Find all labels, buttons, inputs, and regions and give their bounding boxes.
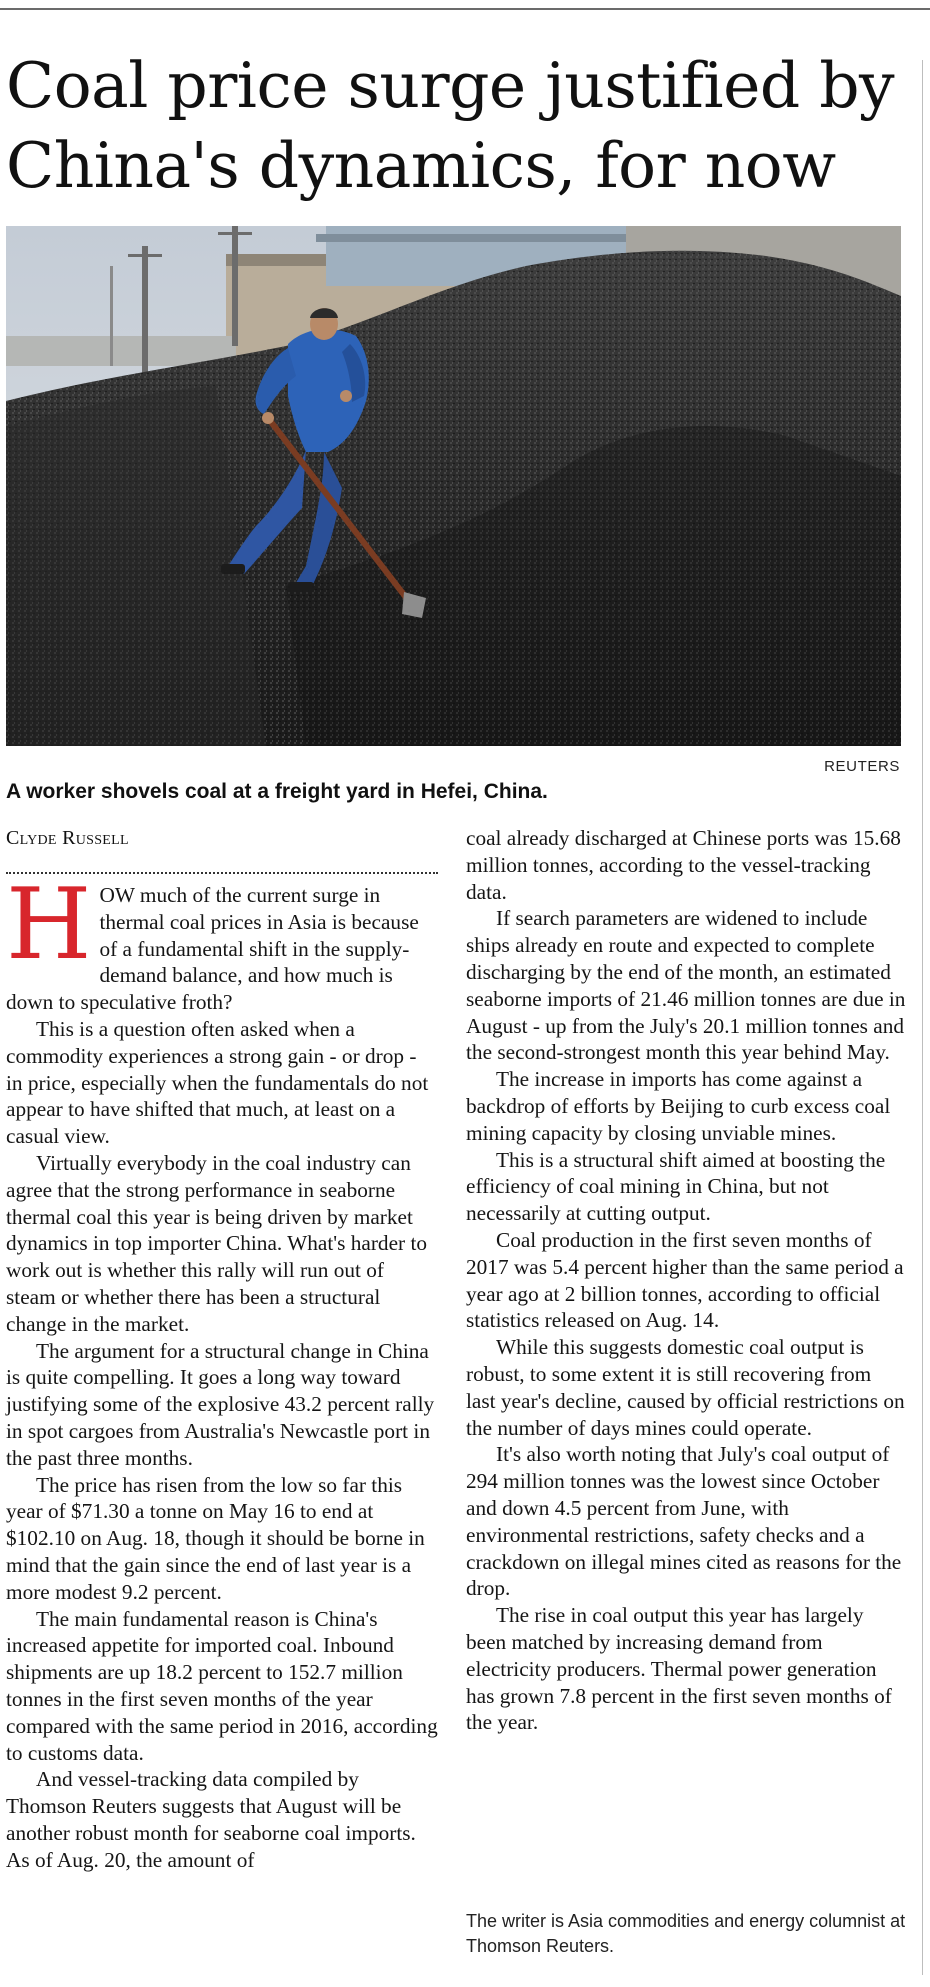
paragraph: coal already discharged at Chinese ports was 15.68 million tonnes, according to the vessel-tracking data. [466, 826, 901, 904]
paragraph: Virtually everybody in the coal industry can agree that the strong performance in seaborne thermal coal this year is being driven by market dynamics in top importer China. What's harder to work out is whether this rally will run out of steam or whether there has been a structural change in the market. [6, 1150, 428, 1336]
article-column-2 [466, 825, 906, 1736]
paragraph: The argument for a structural change in China is quite compelling. It goes a long way toward justifying some of the explosive 43.2 percent rally in spot cargoes from Australia's Newcastle port in the past three months. [6, 1338, 435, 1470]
paragraph: Coal production in the first seven months of 2017 was 5.4 percent higher than the same period a year ago at 2 billion tonnes, according to official statistics released on Aug. 14. [466, 1227, 904, 1333]
paragraph: The rise in coal output this year has largely been matched by increasing demand from electricity producers. Thermal power generation has grown 7.8 percent in the first seven months of the year. [466, 1603, 892, 1735]
column-divider [922, 60, 923, 1975]
drop-cap: H [6, 868, 92, 982]
headline: Coal price surge justified by China's dynamics, for now [6, 49, 895, 202]
paragraph: The increase in imports has come against a backdrop of efforts by Beijing to curb excess coal mining capacity by closing unviable mines. [466, 1067, 891, 1145]
photo-credit: REUTERS [824, 758, 900, 775]
photo-caption: A worker shovels coal at a freight yard in Hefei, China. [6, 780, 548, 803]
paragraph: While this suggests domestic coal output is robust, to some extent it is still recovering from last year's decline, caused by official restrictions on the number of days mines could operate. [466, 1335, 905, 1440]
paragraph: OW much of the current surge in thermal coal prices in Asia is because of a fundamental shift in the supply-demand balance, and how much is down to speculative froth? [6, 883, 419, 1015]
author-tagline: The writer is Asia commodities and energy columnist at Thomson Reuters. [466, 1911, 906, 1956]
paragraph: The price has risen from the low so far this year of $71.30 a tonne on May 16 to end at $102.10 on Aug. 18, though it should be borne in mind that the gain since the end of last year is a more modest 9.2 percent. [6, 1472, 425, 1604]
paragraph: It's also worth noting that July's coal output of 294 million tonnes was the lowest since October and down 4.5 percent from June, with environmental restrictions, safety checks and a crackdown on illegal mines cited as reasons for the drop. [466, 1442, 902, 1601]
byline: Clyde Russell [6, 827, 129, 849]
paragraph: This is a question often asked when a commodity experiences a strong gain - or drop - in price, especially when the fundamentals do not appear to have shifted that much, at least on a casual view. [6, 1016, 429, 1149]
paragraph: If search parameters are widened to include ships already en route and expected to complete discharging by the end of the month, an estimated seaborne imports of 21.46 million tonnes are due in August - up from the July's 20.1 million tonnes and the second-strongest month this year behind May. [466, 906, 906, 1065]
article-column-1 [6, 868, 438, 1873]
paragraph: And vessel-tracking data compiled by Thomson Reuters suggests that August will be another robust month for seaborne coal imports. As of Aug. 20, the amount of [6, 1767, 416, 1872]
paragraph: This is a structural shift aimed at boosting the efficiency of coal mining in China, but not necessarily at cutting output. [466, 1147, 886, 1226]
paragraph: The main fundamental reason is China's increased appetite for imported coal. Inbound shipments are up 18.2 percent to 152.7 million tonnes in the first seven months of the year compared with the same period in 2016, according to customs data. [6, 1606, 438, 1765]
top-rule [0, 8, 930, 10]
coal-worker-photo [6, 226, 901, 746]
